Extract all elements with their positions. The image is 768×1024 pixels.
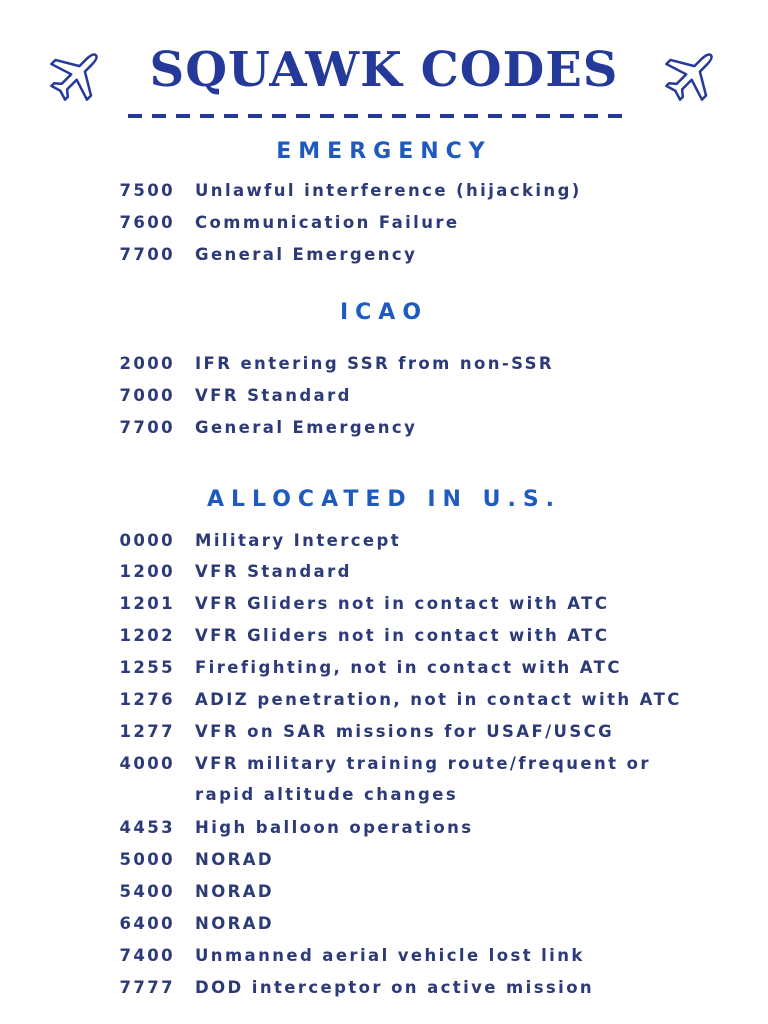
- code-description: NORAD: [195, 914, 275, 933]
- squawk-code: 1200: [119, 562, 175, 581]
- code-description: Communication Failure: [195, 213, 460, 232]
- squawk-code: 1201: [119, 594, 175, 613]
- code-row: [0, 877, 768, 907]
- code-row: [0, 557, 768, 587]
- code-row: [0, 413, 768, 443]
- code-row: [0, 240, 768, 270]
- code-description-continued: rapid altitude changes: [195, 785, 459, 804]
- code-description: VFR Gliders not in contact with ATC: [195, 594, 610, 613]
- page-title: SQUAWK CODES: [149, 42, 619, 98]
- code-description: VFR Standard: [195, 562, 352, 581]
- squawk-code: 7000: [119, 386, 175, 405]
- code-description: Unlawful interference (hijacking): [195, 181, 582, 200]
- code-description: Firefighting, not in contact with ATC: [195, 658, 622, 677]
- code-row: [0, 717, 768, 747]
- code-description: General Emergency: [195, 418, 418, 437]
- code-row: [0, 749, 768, 811]
- squawk-code: 1276: [119, 690, 175, 709]
- squawk-code: 4453: [119, 818, 175, 837]
- squawk-code: 1277: [119, 722, 175, 741]
- squawk-code: 7500: [119, 181, 175, 200]
- code-row: [0, 176, 768, 206]
- code-description: VFR military training route/frequent or: [195, 754, 651, 773]
- code-description: DOD interceptor on active mission: [195, 978, 595, 997]
- code-description: VFR Gliders not in contact with ATC: [195, 626, 610, 645]
- code-row: [0, 685, 768, 715]
- code-description: General Emergency: [195, 245, 418, 264]
- code-description: High balloon operations: [195, 818, 474, 837]
- title-row: [0, 36, 768, 104]
- code-row: [0, 526, 768, 556]
- squawk-code: 5400: [119, 882, 175, 901]
- squawk-code: 7777: [119, 978, 175, 997]
- squawk-code: 4000: [119, 754, 175, 773]
- code-row: [0, 621, 768, 651]
- dashed-divider: [128, 114, 628, 118]
- code-description: Military Intercept: [195, 531, 402, 550]
- code-row: [0, 941, 768, 971]
- code-description: ADIZ penetration, not in contact with ATC: [195, 690, 682, 709]
- section-heading-emergency: EMERGENCY: [276, 139, 492, 164]
- code-row: [0, 653, 768, 683]
- code-description: Unmanned aerial vehicle lost link: [195, 946, 585, 965]
- code-row: [0, 208, 768, 238]
- code-description: VFR on SAR missions for USAF/USCG: [195, 722, 615, 741]
- code-description: VFR Standard: [195, 386, 352, 405]
- squawk-code: 7400: [119, 946, 175, 965]
- squawk-code: 7600: [119, 213, 175, 232]
- code-description: NORAD: [195, 882, 275, 901]
- squawk-code: 1255: [119, 658, 175, 677]
- squawk-code: 7700: [119, 245, 175, 264]
- squawk-code: 7700: [119, 418, 175, 437]
- code-row: [0, 845, 768, 875]
- squawk-code: 5000: [119, 850, 175, 869]
- squawk-code: 1202: [119, 626, 175, 645]
- code-description: NORAD: [195, 850, 275, 869]
- section-heading-icao: ICAO: [339, 300, 429, 325]
- squawk-code: 0000: [119, 531, 175, 550]
- code-row: [0, 381, 768, 411]
- code-row: [0, 813, 768, 843]
- code-description: IFR entering SSR from non-SSR: [195, 354, 555, 373]
- section-heading-allocated-us: ALLOCATED IN U.S.: [206, 487, 562, 512]
- code-row: [0, 589, 768, 619]
- code-row: [0, 973, 768, 1003]
- airplane-icon: [662, 44, 720, 106]
- squawk-code: 6400: [119, 914, 175, 933]
- code-row: [0, 909, 768, 939]
- code-row: [0, 349, 768, 379]
- squawk-code: 2000: [119, 354, 175, 373]
